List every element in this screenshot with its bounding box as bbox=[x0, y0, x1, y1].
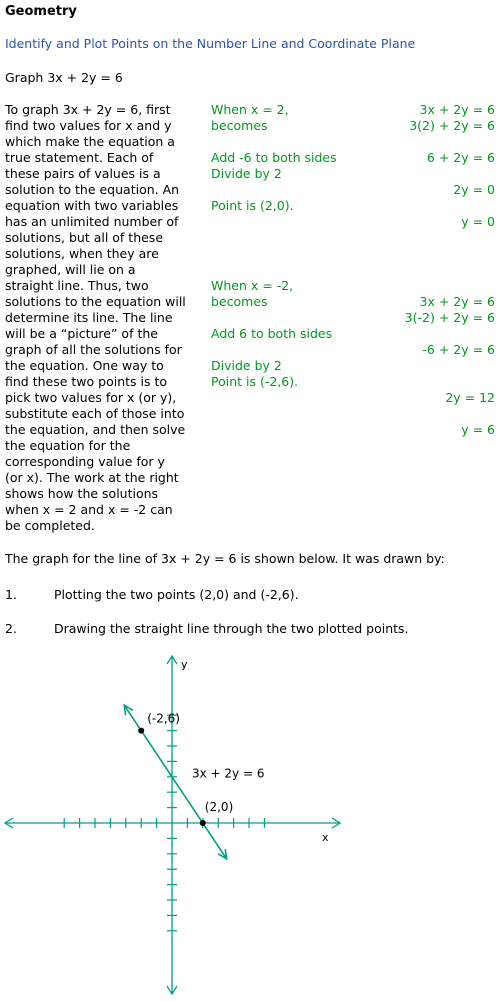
explanation-line: equation with two variables bbox=[5, 198, 179, 213]
line-arrow-up bbox=[124, 705, 133, 715]
explanation-line: when x = 2 and x = -2 can bbox=[5, 502, 173, 517]
line-arrow-down bbox=[218, 849, 227, 859]
work-equation: y = 6 bbox=[461, 422, 495, 437]
explanation-line: will be a “picture” of the bbox=[5, 326, 158, 341]
explanation-line: shows how the solutions bbox=[5, 486, 159, 501]
work-equation: 3x + 2y = 6 bbox=[419, 294, 495, 309]
work-equation: 3(-2) + 2y = 6 bbox=[404, 310, 495, 325]
work-step-label: Add -6 to both sides bbox=[211, 150, 337, 165]
explanation-line: solutions to the equation will bbox=[5, 294, 186, 309]
work-equation: 3x + 2y = 6 bbox=[419, 102, 495, 117]
axes bbox=[5, 656, 340, 994]
work-step-label: When x = 2, bbox=[211, 102, 289, 117]
work-step-label: Divide by 2 bbox=[211, 358, 282, 373]
explanation-line: true statement. Each of bbox=[5, 150, 154, 165]
coordinate-plane-graph bbox=[0, 648, 501, 1000]
point-label: (2,0) bbox=[204, 800, 234, 814]
explanation-line: be completed. bbox=[5, 518, 95, 533]
plotted-point bbox=[200, 820, 206, 826]
explanation-paragraph bbox=[5, 102, 205, 534]
y-axis-label: y bbox=[181, 658, 188, 671]
work-equation: 3(2) + 2y = 6 bbox=[409, 118, 495, 133]
step-number: 1. bbox=[5, 587, 17, 602]
point-label: (-2,6) bbox=[147, 711, 180, 726]
explanation-line: these pairs of values is a bbox=[5, 166, 161, 181]
explanation-line: the equation, and then solve bbox=[5, 422, 186, 437]
explanation-line: (or x). The work at the right bbox=[5, 470, 179, 485]
line-equation-label: 3x + 2y = 6 bbox=[192, 766, 265, 781]
explanation-line: corresponding value for y bbox=[5, 454, 165, 469]
explanation-line: graph of all the solutions for bbox=[5, 342, 182, 357]
graph-prompt: Graph 3x + 2y = 6 bbox=[5, 70, 123, 85]
explanation-line: determine its line. The line bbox=[5, 310, 173, 325]
step-text: Drawing the straight line through the two plotted points. bbox=[54, 621, 409, 636]
explanation-line: has an unlimited number of bbox=[5, 214, 179, 229]
plotted-point bbox=[138, 728, 144, 734]
graph-intro-text: The graph for the line of 3x + 2y = 6 is shown below. It was drawn by: bbox=[5, 551, 445, 566]
explanation-line: straight line. Thus, two bbox=[5, 278, 149, 293]
page-subtitle: Identify and Plot Points on the Number Line and Coordinate Plane bbox=[5, 36, 416, 51]
explanation-line: solution to the equation. An bbox=[5, 182, 180, 197]
work-step-label: becomes bbox=[211, 118, 268, 133]
explanation-line: pick two values for x (or y), bbox=[5, 390, 177, 405]
explanation-line: To graph 3x + 2y = 6, first bbox=[5, 102, 171, 117]
work-equation: y = 0 bbox=[461, 214, 495, 229]
work-equation: 2y = 0 bbox=[453, 182, 495, 197]
step-number: 2. bbox=[5, 621, 17, 636]
work-equation: -6 + 2y = 6 bbox=[422, 342, 495, 357]
work-step-label: Add 6 to both sides bbox=[211, 326, 333, 341]
explanation-line: graphed, will lie on a bbox=[5, 262, 136, 277]
explanation-line: find these two points is to bbox=[5, 374, 168, 389]
work-step-label: Divide by 2 bbox=[211, 166, 282, 181]
explanation-line: the equation. One way to bbox=[5, 358, 164, 373]
explanation-line: substitute each of those into bbox=[5, 406, 185, 421]
work-step-label: Point is (2,0). bbox=[211, 198, 294, 213]
graph-labels bbox=[147, 658, 329, 844]
work-step-label: When x = -2, bbox=[211, 278, 294, 293]
explanation-line: solutions, when they are bbox=[5, 246, 159, 261]
page-title: Geometry bbox=[5, 4, 77, 19]
x-axis-label: x bbox=[322, 831, 329, 844]
work-equation: 6 + 2y = 6 bbox=[426, 150, 495, 165]
explanation-line: find two values for x and y bbox=[5, 118, 172, 133]
work-equation: 2y = 12 bbox=[445, 390, 495, 405]
work-step-label: Point is (-2,6). bbox=[211, 374, 299, 389]
step-text: Plotting the two points (2,0) and (-2,6). bbox=[54, 587, 299, 602]
explanation-line: which make the equation a bbox=[5, 134, 175, 149]
explanation-line: the equation for the bbox=[5, 438, 131, 453]
line-group bbox=[124, 705, 226, 859]
explanation-line: solutions, but all of these bbox=[5, 230, 164, 245]
work-step-label: becomes bbox=[211, 294, 268, 309]
